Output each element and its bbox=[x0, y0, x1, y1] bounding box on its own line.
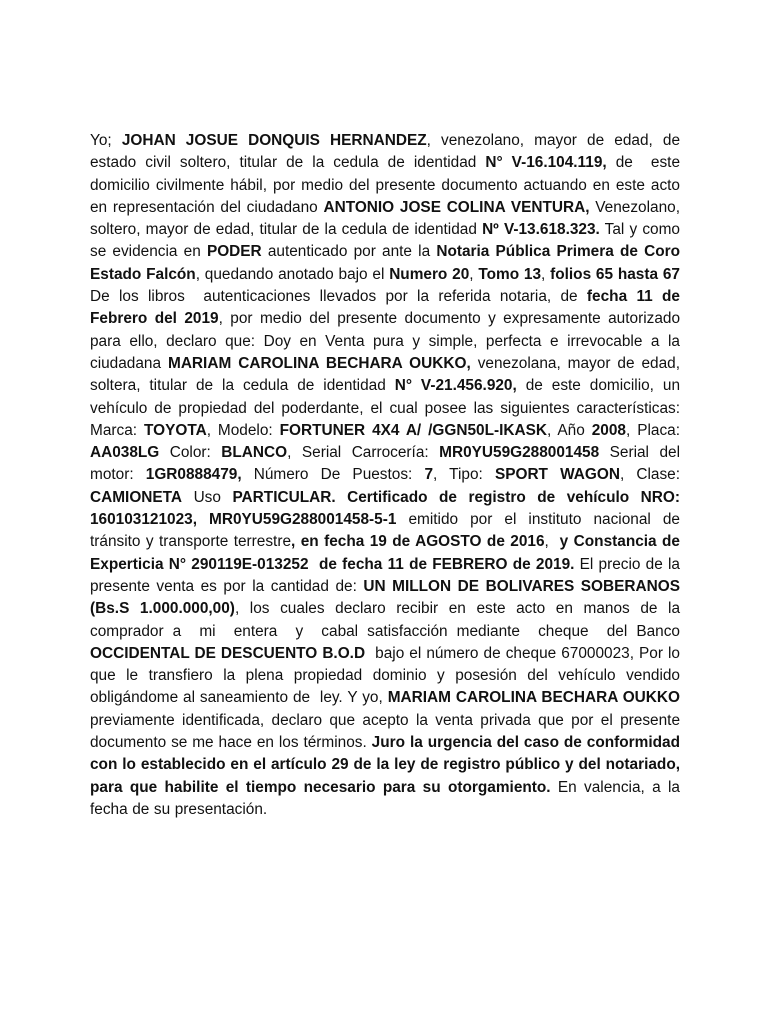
text-segment: , por medio del presente documento y expresamente autorizado para ello, declaro que: Doy en Venta pura y simple, perfecta e irrevocable a la ciudadana bbox=[90, 310, 685, 372]
bold-text-segment: PARTICULAR. Certificado de registro de vehículo NRO: 160103121023, MR0YU59G288001458-5-1 bbox=[90, 488, 685, 529]
bold-text-segment: Nº V-13.618.323. bbox=[482, 221, 600, 239]
bold-text-segment: MARIAM CAROLINA BECHARA OUKKO, bbox=[168, 354, 471, 372]
text-segment: , bbox=[544, 533, 560, 551]
bold-text-segment: 7 bbox=[424, 466, 434, 484]
bold-text-segment: TOYOTA bbox=[143, 421, 207, 439]
text-segment: Color: bbox=[159, 444, 222, 462]
text-segment: Yo; bbox=[90, 132, 122, 149]
text-segment: Tal y como se evidencia en bbox=[90, 221, 685, 261]
text-segment: de este domicilio civilmente hábil, por medio del presente documento actuando en este acto en representación del ciudadano bbox=[90, 154, 685, 216]
text-segment: autenticado por ante la bbox=[261, 243, 437, 261]
text-segment: Uso bbox=[182, 488, 233, 506]
bold-text-segment: N° V-21.456.920, bbox=[394, 377, 517, 395]
text-segment: de este domicilio, un vehículo de propiedad del poderdante, el cual posee las siguientes características: Marca: bbox=[90, 377, 685, 439]
bold-text-segment: 2008 bbox=[591, 421, 626, 439]
document-body-text bbox=[90, 130, 690, 821]
bold-text-segment: BLANCO bbox=[221, 444, 288, 462]
text-segment: Venezolano, soltero, mayor de edad, titular de la cedula de identidad bbox=[90, 198, 690, 239]
text-segment: , bbox=[541, 265, 551, 283]
bold-text-segment: FORTUNER 4X4 A/ /GGN50L-IKASK bbox=[279, 421, 548, 439]
bold-text-segment: SPORT WAGON bbox=[494, 466, 620, 484]
text-segment: Serial del motor: bbox=[90, 444, 685, 484]
text-segment: Número De Puestos: bbox=[241, 466, 425, 484]
bold-text-segment: AA038LG bbox=[90, 444, 160, 462]
bold-text-segment: Juro la urgencia del caso de conformidad con lo establecido en el artículo 29 de la ley de registro público y del notariado, para que habilite el tiempo necesario para su otorgamiento. bbox=[90, 734, 685, 796]
text-segment: , Modelo: bbox=[206, 421, 280, 439]
bold-text-segment: , en fecha 19 de AGOSTO de 2016 bbox=[291, 533, 545, 551]
bold-text-segment: N° V-16.104.119, bbox=[485, 154, 607, 172]
text-segment: , los cuales declaro recibir en este acto en manos de la comprador a mi entera y cabal satisfacción mediante cheque del Banco bbox=[90, 600, 685, 640]
bold-text-segment: fecha 11 de Febrero del 2019 bbox=[90, 288, 685, 328]
bold-text-segment: folios 65 hasta 67 bbox=[550, 265, 680, 283]
bold-text-segment: CAMIONETA bbox=[90, 488, 183, 506]
text-segment: En valencia, a la fecha de su presentación. bbox=[90, 778, 685, 818]
text-segment: bajo el número de cheque 67000023, Por lo que le transfiero la plena propiedad dominio y posesión del vehículo vendido obligándome al saneamiento de ley. Y yo, bbox=[90, 644, 685, 707]
text-segment: previamente identificada, declaro que acepto la venta privada que por el presente documento se me hace en los términos. bbox=[90, 689, 685, 752]
text-segment: El precio de la presente venta es por la cantidad de: bbox=[90, 555, 685, 595]
bold-text-segment: Numero 20 bbox=[389, 265, 470, 283]
text-segment: emitido por el instituto nacional de tránsito y transporte terrestre bbox=[90, 511, 685, 551]
text-segment: , Año bbox=[547, 421, 592, 439]
bold-text-segment: ANTONIO JOSE COLINA VENTURA, bbox=[323, 198, 590, 216]
bold-text-segment: PODER bbox=[206, 243, 262, 261]
bold-text-segment: Tomo 13 bbox=[478, 265, 542, 283]
text-segment: De los libros autenticaciones llevados por la referida notaria, de bbox=[90, 265, 685, 306]
text-segment: , quedando anotado bajo el bbox=[195, 265, 390, 283]
text-segment: , Placa: bbox=[625, 421, 685, 439]
text-segment: , Clase: bbox=[619, 466, 685, 484]
bold-text-segment: UN MILLON DE BOLIVARES SOBERANOS (Bs.S 1.000.000,00) bbox=[90, 577, 685, 618]
bold-text-segment: 1GR0888479, bbox=[145, 466, 242, 484]
bold-text-segment: Notaria Pública Primera de Coro Estado Falcón bbox=[90, 243, 685, 283]
text-segment: , venezolano, mayor de edad, de estado civil soltero, titular de la cedula de identidad bbox=[90, 132, 685, 172]
text-segment: , bbox=[469, 265, 479, 283]
bold-text-segment: OCCIDENTAL DE DESCUENTO B.O.D bbox=[90, 644, 366, 662]
text-segment: , Tipo: bbox=[433, 466, 495, 484]
bold-text-segment: MARIAM CAROLINA BECHARA OUKKO bbox=[387, 689, 680, 707]
bold-text-segment: y Constancia de Experticia N° 290119E-013252 de fecha 11 de FEBRERO de 2019. bbox=[90, 533, 685, 573]
bold-text-segment: MR0YU59G288001458 bbox=[439, 444, 600, 462]
bold-text-segment: JOHAN JOSUE DONQUIS HERNANDEZ bbox=[121, 132, 427, 149]
text-segment: venezolana, mayor de edad, soltera, titular de la cedula de identidad bbox=[90, 354, 685, 395]
text-segment: , Serial Carrocería: bbox=[287, 444, 440, 462]
